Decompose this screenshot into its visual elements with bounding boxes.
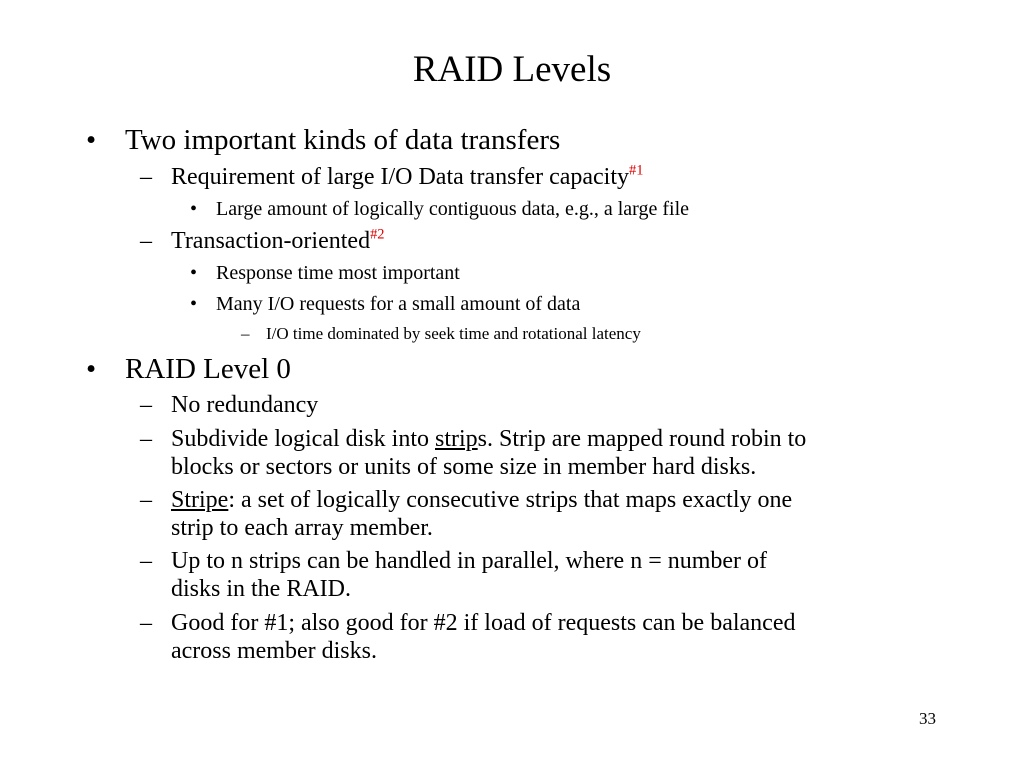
term-strip: strip [435, 426, 478, 452]
bullet-raid-level-0: RAID Level 0 [125, 353, 291, 385]
subbullet-no-redundancy: No redundancy [171, 392, 319, 418]
subbullet-text: Transaction-oriented [171, 228, 371, 254]
bullet-two-kinds-of-transfers: Two important kinds of data transfers [125, 124, 561, 156]
subbullet-large-io-capacity [171, 163, 643, 191]
dash-marker: – [140, 610, 152, 636]
subbullet-text: Requirement of large I/O Data transfer capacity [171, 164, 630, 190]
subbullet-stripe-definition-line2: strip to each array member. [171, 515, 433, 541]
dash-marker: – [140, 548, 152, 574]
dash-marker: – [140, 164, 152, 190]
page-number: 33 [919, 709, 936, 728]
subbullet-stripe-definition [171, 486, 792, 514]
bullet-marker: • [190, 198, 198, 220]
footnote-ref-1: #1 [629, 162, 644, 179]
footnote-ref-2: #2 [370, 226, 385, 243]
bullet-marker: • [190, 293, 198, 315]
subbullet-text: s. Strip are mapped round robin to [477, 426, 807, 452]
dash-marker: – [140, 487, 152, 513]
dash-marker: – [241, 324, 250, 343]
subbullet-parallel-strips-line2: disks in the RAID. [171, 576, 351, 602]
item-contiguous-data: Large amount of logically contiguous data, e.g., a large file [216, 198, 689, 220]
dash-marker: – [140, 426, 152, 452]
subbullet-subdivide-strips-line2: blocks or sectors or units of some size in member hard disks. [171, 454, 757, 480]
bullet-marker: • [86, 124, 97, 156]
item-response-time: Response time most important [216, 262, 460, 284]
term-stripe: Stripe [171, 487, 229, 513]
bullet-marker: • [190, 262, 198, 284]
dash-marker: – [140, 392, 152, 418]
bullet-marker: • [86, 353, 97, 385]
item-many-io-requests: Many I/O requests for a small amount of data [216, 293, 581, 315]
subbullet-parallel-strips: Up to n strips can be handled in parallel, where n = number of [171, 548, 768, 574]
item-seek-time-latency: I/O time dominated by seek time and rotational latency [266, 324, 641, 343]
slide-title: RAID Levels [412, 49, 612, 90]
subbullet-good-for: Good for #1; also good for #2 if load of requests can be balanced [171, 610, 796, 636]
subbullet-text: : a set of logically consecutive strips that maps exactly one [228, 487, 793, 513]
subbullet-subdivide-strips [171, 425, 806, 453]
subbullet-transaction-oriented [171, 227, 384, 255]
subbullet-text: Subdivide logical disk into [171, 426, 435, 452]
dash-marker: – [140, 228, 152, 254]
subbullet-good-for-line2: across member disks. [171, 638, 377, 664]
